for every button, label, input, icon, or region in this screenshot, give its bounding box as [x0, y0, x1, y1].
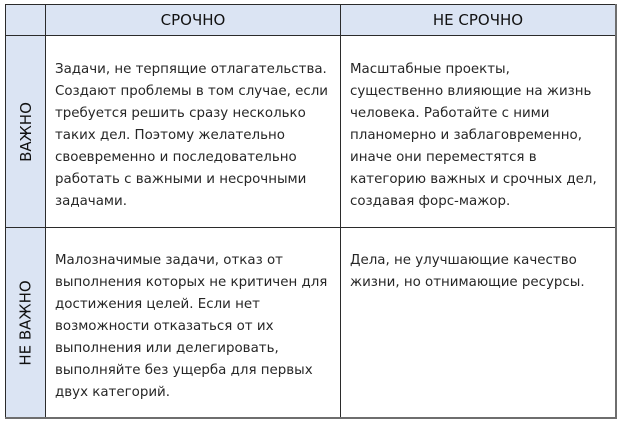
cell-text: Дела, не улучшающие качество жизни, но отнимающие ресурсы.: [350, 253, 585, 290]
column-header-not-urgent: [340, 4, 615, 35]
cell-not-important-urgent: [45, 227, 340, 417]
cell-important-urgent: [45, 35, 340, 227]
row-header-not-important: [5, 227, 45, 417]
eisenhower-matrix: [5, 4, 617, 419]
column-header-urgent: [45, 4, 340, 35]
cell-text: Задачи, не терпящие отлагательства. Создают проблемы в том случае, если требуется решить сразу несколько таких дел. Поэтому желательно своевременно и последовательно работать с важными и несрочными задачами.: [55, 62, 328, 209]
column-header-label: СРОЧНО: [160, 11, 226, 29]
cell-important-not-urgent: [340, 35, 615, 227]
cell-text: Малозначимые задачи, отказ от выполнения которых не критичен для достижения целей. Если нет возможности отказаться от их выполнения или делегировать, выполняйте без ущерба для первых двух категорий.: [55, 253, 328, 400]
row-header-label: ВАЖНО: [16, 101, 35, 162]
row-header-important: [5, 35, 45, 227]
cell-text: Масштабные проекты, существенно влияющие на жизнь человека. Работайте с ними планомерно и заблаговременно, иначе они переместятся в категорию важных и срочных дел, создавая форс-мажор.: [350, 62, 597, 209]
column-header-label: НЕ СРОЧНО: [432, 11, 524, 29]
corner-cell: [5, 4, 45, 35]
row-header-label: НЕ ВАЖНО: [16, 279, 35, 366]
cell-not-important-not-urgent: [340, 227, 615, 417]
